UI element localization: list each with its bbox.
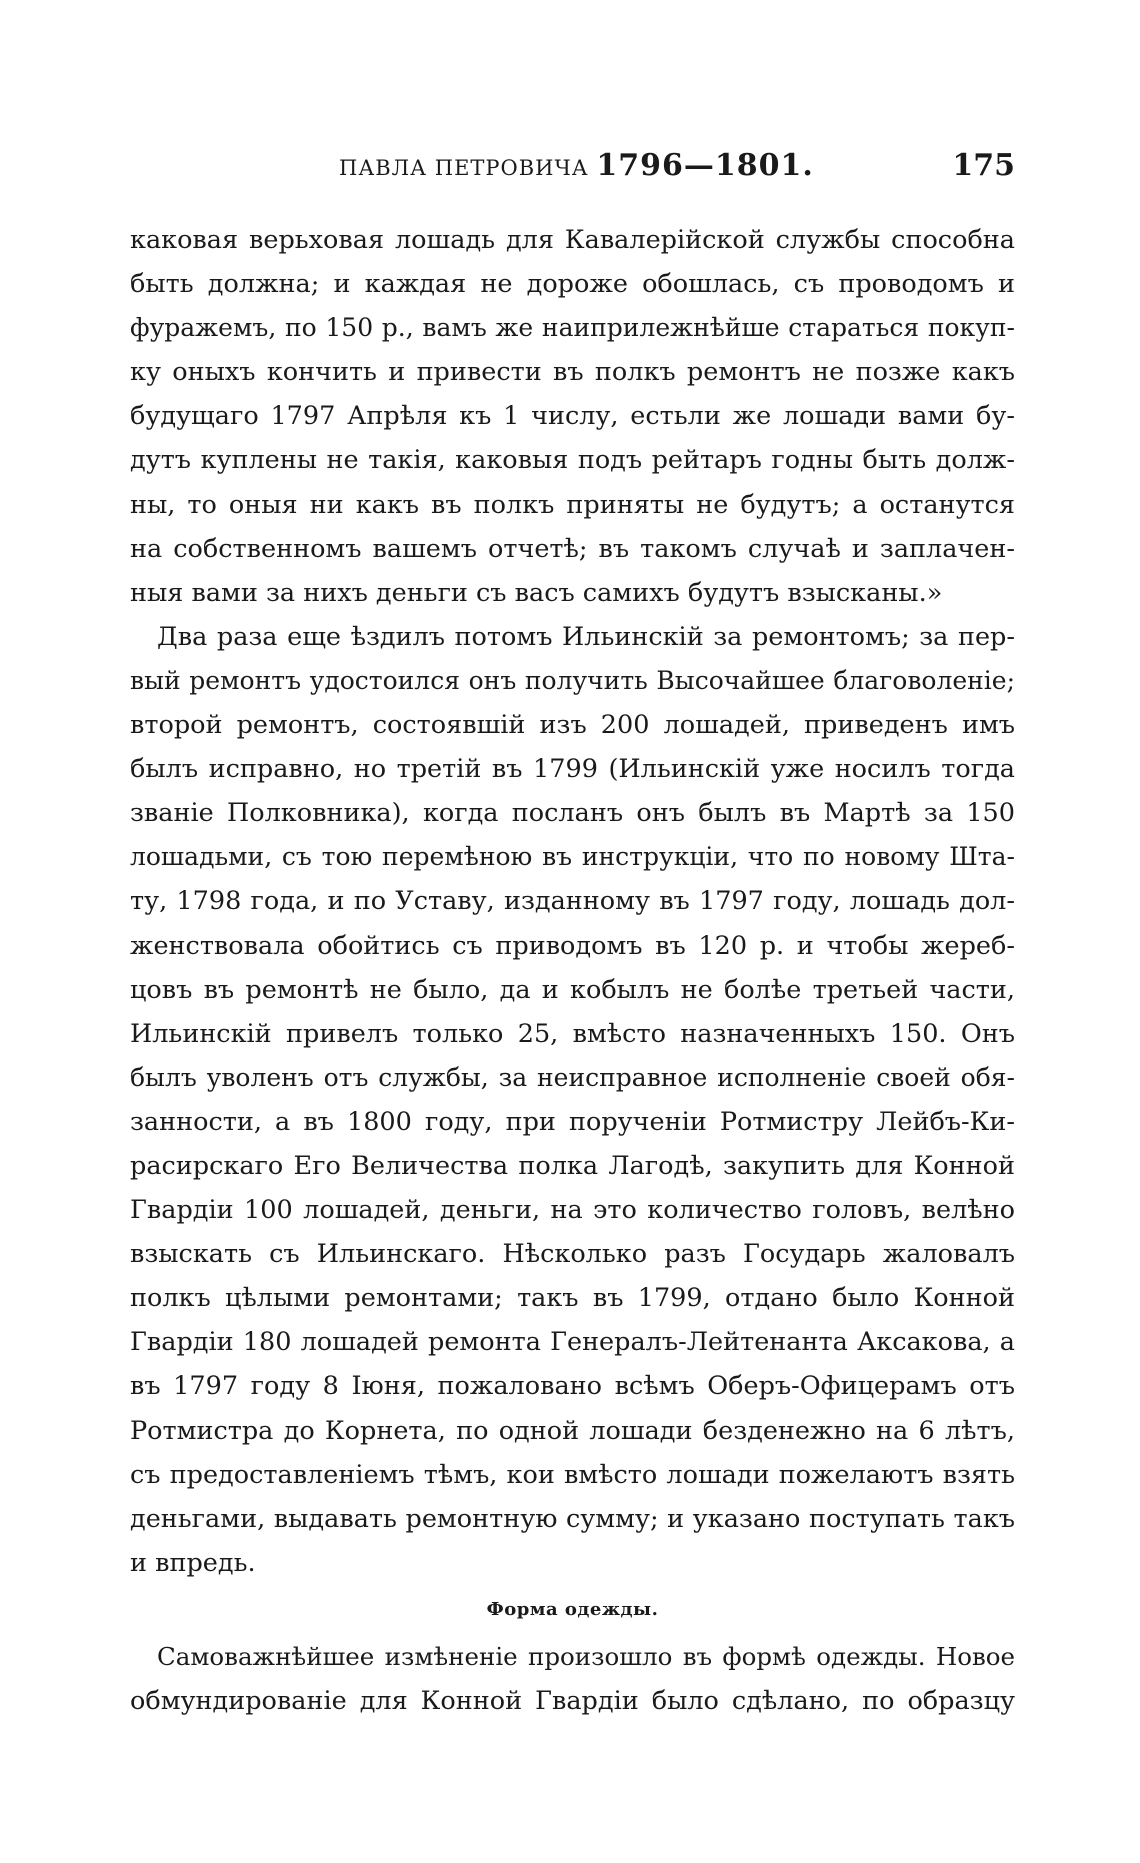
text-line: полкъ цѣлыми ремонтами; такъ въ 1799, отдано было Конной	[130, 1283, 1015, 1314]
text-line: второй ремонтъ, состоявшій изъ 200 лошадей, приведенъ имъ	[130, 710, 1015, 741]
text-line: будущаго 1797 Апрѣля къ 1 числу, естьли же лошади вами бу-	[130, 401, 1015, 432]
text-line: Ротмистра до Корнета, по одной лошади безденежно на 6 лѣтъ,	[130, 1415, 1015, 1446]
section-heading: Форма одежды.	[486, 1598, 659, 1620]
text-line: ныя вами за нихъ деньги съ васъ самихъ будутъ взысканы.»	[130, 577, 943, 608]
text-line: былъ уволенъ отъ службы, за неисправное исполненіе своей обя-	[130, 1062, 1015, 1092]
page-number: 175	[952, 148, 1015, 183]
text-line: цовъ въ ремонтѣ не было, да и кобылъ не болѣе третьей части,	[130, 974, 1015, 1005]
text-line: лошадьми, съ тою перемѣною въ инструкціи, что по новому Шта-	[130, 842, 1015, 872]
text-line: на собственномъ вашемъ отчетѣ; въ такомъ случаѣ и заплачен-	[130, 533, 1015, 564]
text-line: женствовала обойтись съ приводомъ въ 120 р. и чтобы жереб-	[130, 930, 1015, 961]
text-line: ны, то оныя ни какъ въ полкъ приняты не будутъ; а останутся	[130, 489, 1015, 520]
running-head	[130, 146, 1015, 196]
text-line: занности, а въ 1800 году, при порученіи Ротмистру Лейбъ-Ки-	[130, 1106, 1015, 1137]
text-line: въ 1797 году 8 Іюня, пожаловано всѣмъ Оберъ-Офицерамъ отъ	[130, 1371, 1015, 1402]
running-title-text: ПАВЛА ПЕТРОВИЧА	[339, 156, 589, 180]
text-line: былъ исправно, но третій въ 1799 (Ильинскій уже носилъ тогда	[130, 754, 1015, 785]
text-line: дутъ куплены не такія, каковыя подъ рейтаръ годны быть долж-	[130, 445, 1015, 476]
text-line: Ильинскій привелъ только 25, вмѣсто назначенныхъ 150. Онъ	[130, 1018, 1015, 1049]
text-line: деньгами, выдавать ремонтную сумму; и указано поступать такъ	[130, 1503, 1015, 1534]
running-title-years: 1796—1801.	[596, 148, 814, 183]
paragraph-2	[130, 615, 1015, 1585]
body-text	[130, 218, 1015, 1723]
text-line: взыскать съ Ильинскаго. Нѣсколько разъ Государь жаловалъ	[130, 1239, 1015, 1270]
text-line: ту, 1798 года, и по Уставу, изданному въ 1797 году, лошадь дол-	[130, 886, 1015, 917]
text-line: Самоважнѣйшее измѣненіе произошло въ формѣ одежды. Новое	[157, 1641, 1015, 1671]
text-line: быть должна; и каждая не дороже обошлась, съ проводомъ и	[130, 269, 1015, 300]
paragraph-3	[130, 1635, 1015, 1723]
text-line: обмундированіе для Конной Гвардіи было сдѣлано, по образцу	[130, 1686, 1015, 1716]
text-line: каковая верьховая лошадь для Кавалерійской службы способна	[130, 225, 1015, 255]
running-title	[339, 146, 814, 188]
text-line: Гвардіи 100 лошадей, деньги, на это количество головъ, велѣно	[130, 1195, 1015, 1226]
text-line: ку оныхъ кончить и привести въ полкъ ремонтъ не позже какъ	[130, 357, 1015, 388]
text-line: званіе Полковника), когда посланъ онъ былъ въ Мартѣ за 150	[130, 798, 1015, 829]
text-line: расирскаго Его Величества полка Лагодѣ, закупить для Конной	[130, 1150, 1015, 1181]
text-line: вый ремонтъ удостоился онъ получить Высочайшее благоволеніе;	[130, 665, 1015, 695]
text-line: и впредь.	[130, 1547, 256, 1578]
text-line: съ предоставленіемъ тѣмъ, кои вмѣсто лошади пожелаютъ взять	[130, 1459, 1015, 1490]
text-line: Два раза еще ѣздилъ потомъ Ильинскій за ремонтомъ; за пер-	[157, 621, 1015, 652]
text-line: Гвардіи 180 лошадей ремонта Генералъ-Лейтенанта Аксакова, а	[130, 1327, 1015, 1358]
text-line: фуражемъ, по 150 р., вамъ же наиприлежнѣйше стараться покуп-	[130, 313, 1015, 343]
paragraph-1	[130, 218, 1015, 615]
